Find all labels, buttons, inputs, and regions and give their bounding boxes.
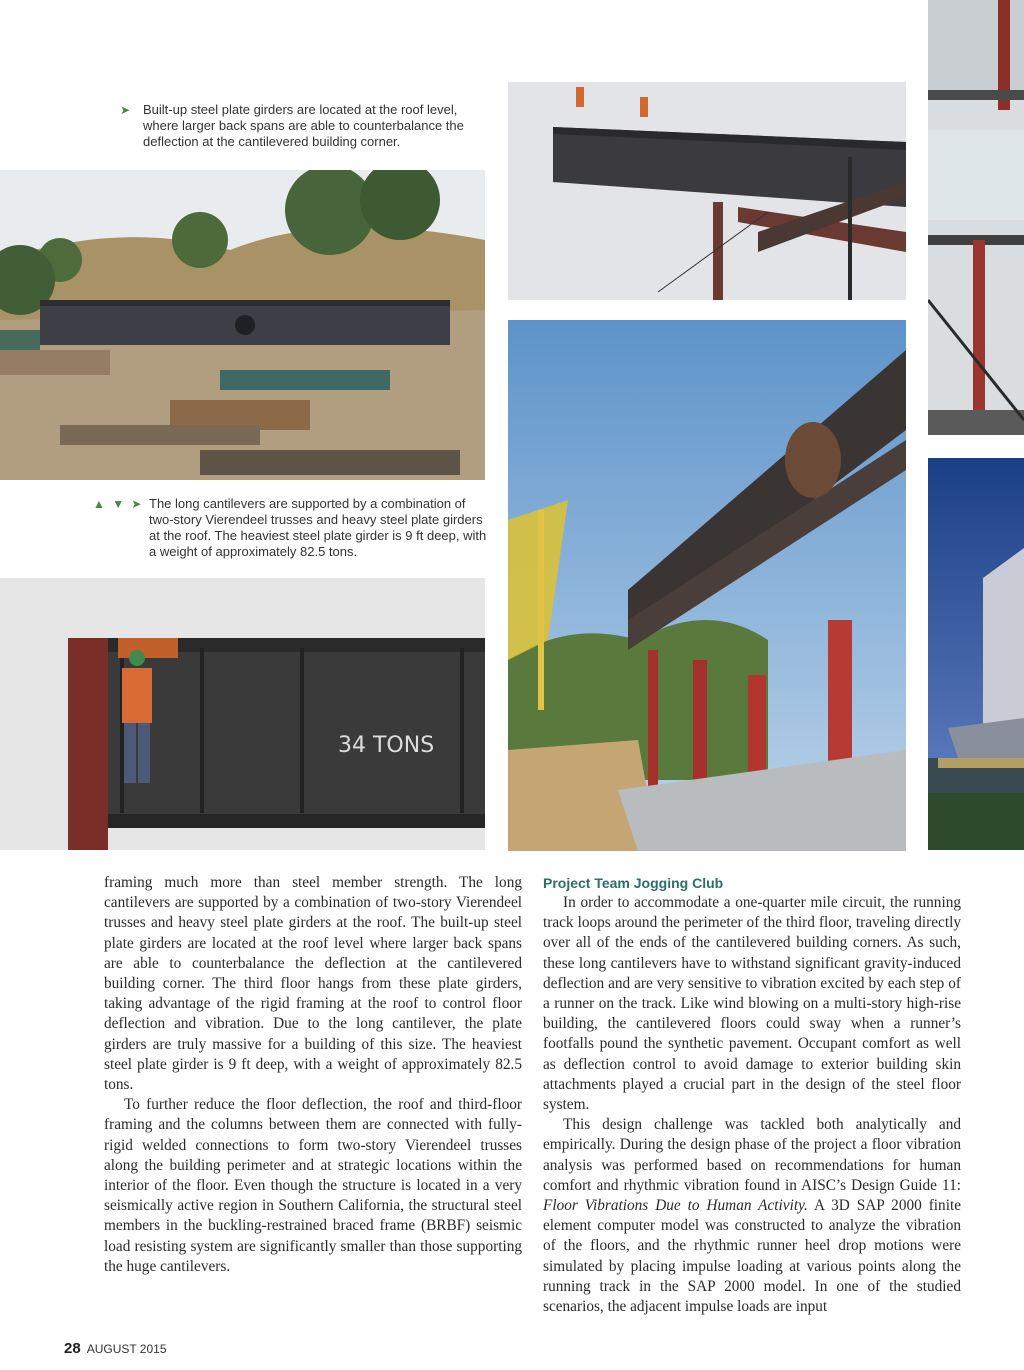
photo-building-frame — [928, 0, 1024, 435]
caption-arrow-icon: ➤ — [120, 103, 133, 117]
left-column — [104, 873, 522, 1277]
page-footer — [64, 1340, 167, 1357]
building-frame-image — [928, 0, 1024, 435]
worker-girder-image — [0, 578, 485, 850]
section-heading: Project Team Jogging Club — [543, 875, 724, 891]
left-paragraph-1: framing much more than steel member strength. The long cantilevers are supported by a combination of two-story Vierendeel trusses and heavy steel plate girders at the roof. The built-up steel plate girders are located at the roof level where larger back spans are able to counterbalance the deflection at the cantilevered building corner. The third floor hangs from these plate girders, taking advantage of the rigid framing at the roof to control floor deflection and vibration. Due to the long cantilever, the plate girders are truly massive for a building of this size. The heaviest steel plate girder is 9 ft deep, with a weight of approximately 82.5 tons. — [104, 874, 522, 1094]
cantilever-frame-image — [508, 320, 906, 851]
girder-hoist-image — [508, 82, 906, 300]
issue-date: AUGUST 2015 — [86, 1342, 167, 1356]
girder-transport-image — [0, 170, 485, 480]
caption-top — [120, 102, 490, 150]
building-night-image — [928, 458, 1024, 850]
right-paragraph-2-start: This design challenge was tackled both analytically and empirically. During the design phase of the project a floor vibration analysis was performed based on recommendations for human comfort and rhythmic vibration found in AISC’s Design Guide 11: — [543, 1116, 961, 1194]
left-paragraph-2: To further reduce the floor deflection, the roof and third-floor framing and the columns between them are connected with fully-rigid welded connections to form two-story Vierendeel trusses along the building perimeter and at strategic locations within the interior of the floor. Even though the structure is located in a very seismically active region in Southern California, the structural steel members in the buckling-restrained braced frame (BRBF) seismic load resisting system are significantly smaller than those supporting the huge cantilevers. — [104, 1096, 522, 1275]
caption-middle-text: The long cantilevers are supported by a combination of two-story Vierendeel trusses and heavy steel plate girders at the roof. The heaviest steel plate girder is 9 ft deep, with a weight of approximately 82.5 tons. — [149, 496, 487, 559]
photo-worker-girder — [0, 578, 485, 850]
girder-marking: 34 TONS — [338, 733, 435, 758]
caption-top-text: Built-up steel plate girders are located at the roof level, where larger back spans are able to counterbalance the deflection at the cantilevered building corner. — [143, 102, 464, 149]
right-paragraph-2 — [543, 1115, 961, 1317]
page-number: 28 — [64, 1340, 81, 1357]
right-column — [543, 873, 961, 1317]
photo-girder-transport — [0, 170, 485, 480]
right-paragraph-2-end: A 3D SAP 2000 finite element computer model was constructed to analyze the vibration of the floors, and the rhythmic runner heel drop motions were simulated by placing impulse loading at various points along the running track in the SAP 2000 model. In one of the studied scenarios, the adjacent impulse loads are input — [543, 1197, 961, 1316]
right-paragraph-1: In order to accommodate a one-quarter mile circuit, the running track loops around the perimeter of the third floor, traveling directly over all of the ends of the cantilevered building corners. As such, these long cantilevers have to withstand significant gravity-induced deflection and are very sensitive to vibration excited by each step of a runner on the track. Like wind blowing on a multi-story high-rise building, the cantilevered floors could sway when a runner’s footfalls pound the synthetic pavement. Occupant comfort as well as deflection control to avoid damage to exterior building skin attachments played a crucial part in the design of the steel floor system. — [543, 894, 961, 1114]
publication-title: Floor Vibrations Due to Human Activity. — [543, 1197, 808, 1215]
caption-arrows-icon: ▲ ▼ ➤ — [93, 497, 144, 511]
caption-middle — [93, 496, 488, 560]
photo-building-night — [928, 458, 1024, 850]
photo-girder-hoist — [508, 82, 906, 300]
photo-cantilever-frame — [508, 320, 906, 851]
